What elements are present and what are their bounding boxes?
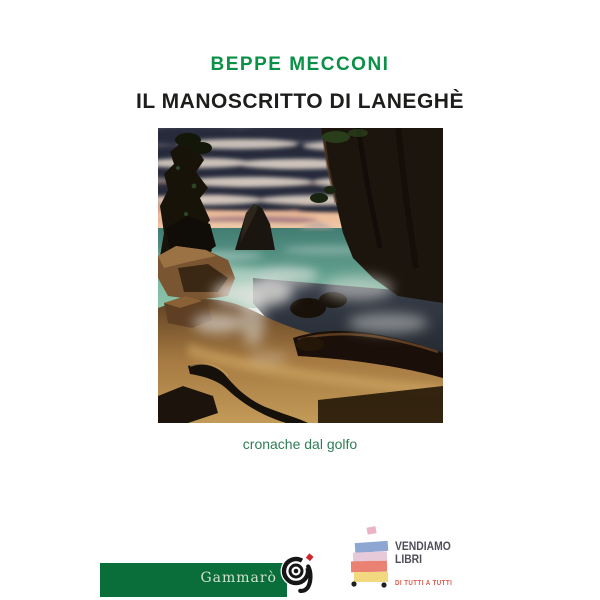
book-cart-icon [344,524,394,588]
gammaro-logo-icon [280,549,324,597]
author-name: BEPPE MECCONI [210,54,390,75]
badge-line2: LIBRI [395,554,423,566]
badge-tagline: DI TUTTI A TUTTI [395,580,453,587]
publisher-name: Gammarò [200,570,277,586]
book-title: IL MANOSCRITTO DI LANEGHÈ [136,90,464,113]
badge-line1: VENDIAMO [395,541,451,553]
subtitle: cronache dal golfo [242,436,358,452]
vendor-badge [395,541,460,590]
cover-photo [158,128,443,423]
publisher-bar [100,563,287,597]
